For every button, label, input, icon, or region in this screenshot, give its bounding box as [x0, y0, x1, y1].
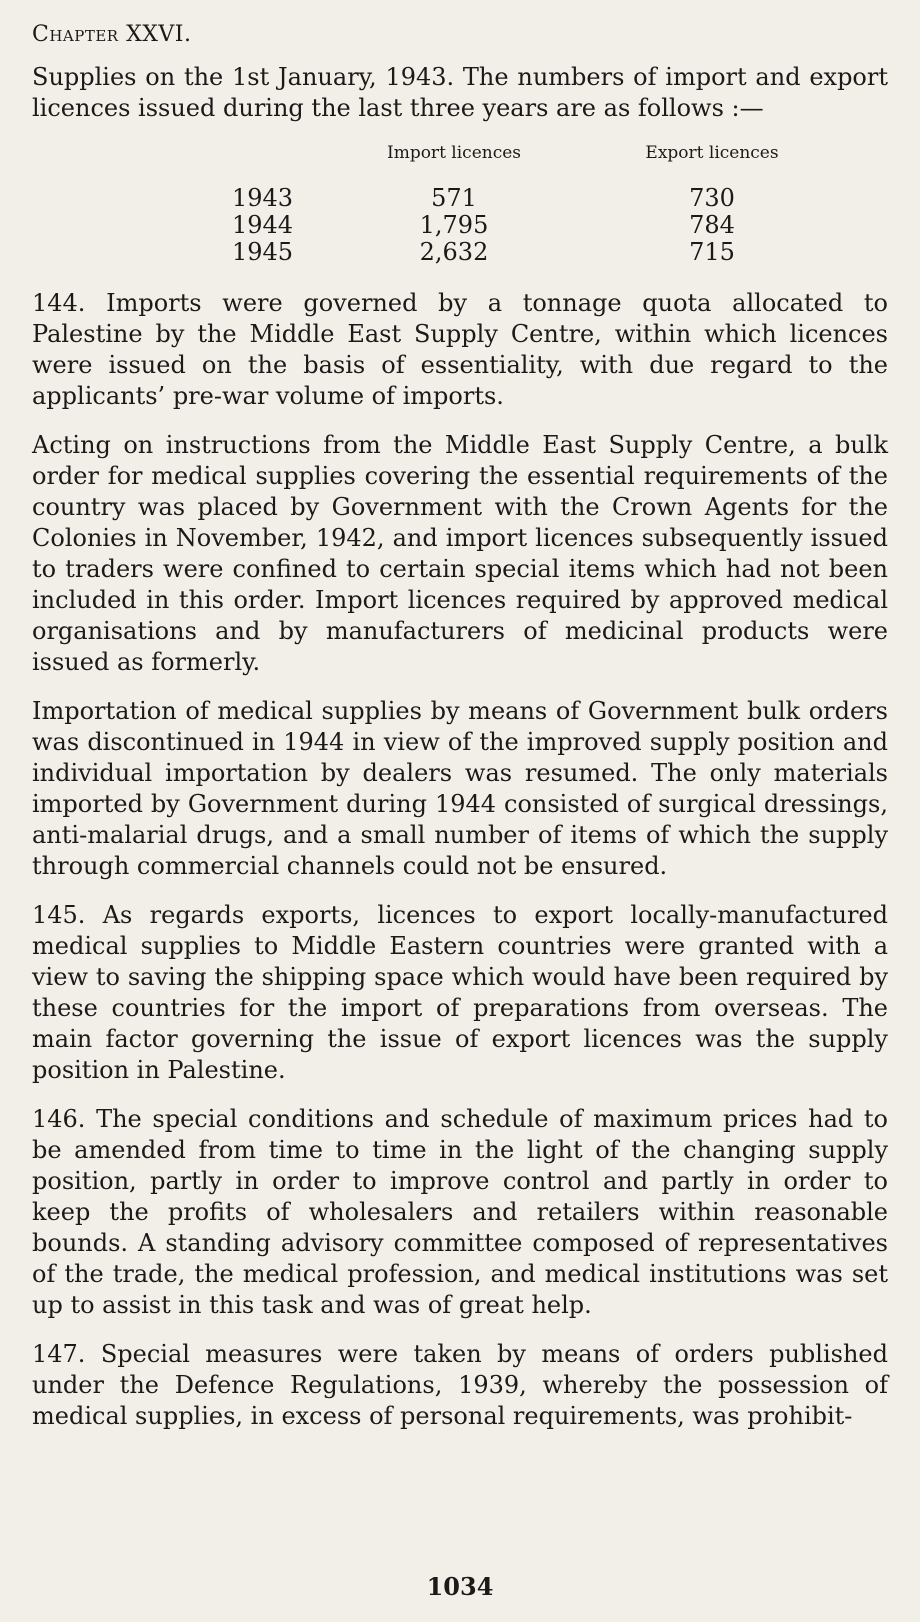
paragraph-147: 147. Special measures were taken by means of orders published under the Defence Regulations, 1939, whereby the possession of medical supplies, in excess of personal requirements, was prohibit-	[32, 1340, 888, 1431]
export-cell: 730	[689, 184, 735, 213]
year-cell: 1944	[232, 211, 294, 240]
intro-paragraph: Supplies on the 1st January, 1943. The numbers of import and export licences issued during the last three years are as follows :—	[32, 63, 888, 123]
paragraph-145: 145. As regards exports, licences to export locally-manufactured medical supplies to Middle Eastern countries were granted with a view to saving the shipping space which would have been required by these countries for the import of preparations from overseas. The main factor governing the issue of export licences was the supply position in Palestine.	[32, 901, 888, 1085]
export-licences-header: Export licences	[645, 143, 779, 164]
year-header	[232, 140, 316, 185]
table-row	[232, 239, 832, 266]
import-cell: 571	[431, 184, 477, 213]
import-cell: 1,795	[419, 211, 489, 240]
page-number: 1034	[426, 1572, 494, 1601]
paragraph-144: 144. Imports were governed by a tonnage quota allocated to Palestine by the Middle East Supply Centre, within which licences were issued on the basis of essentiality, with due regard to the applicants’ pre-war volume of imports.	[32, 289, 888, 411]
licences-table	[232, 140, 832, 266]
export-cell: 784	[689, 211, 735, 240]
export-cell: 715	[689, 238, 735, 267]
paragraph-crown-agents: Acting on instructions from the Middle East Supply Centre, a bulk order for medical supplies covering the essential requirements of the country was placed by Government with the Crown Agents for the Colonies in November, 1942, and import licences subsequently issued to traders were confined to certain special items which had not been included in this order. Import licences required by approved medical organisations and by manufacturers of medicinal products were issued as formerly.	[32, 431, 888, 677]
licences-table-wrapper	[32, 140, 888, 266]
paragraph-importation: Importation of medical supplies by means of Government bulk orders was discontinued in 1944 in view of the improved supply position and individual importation by dealers was resumed. The only materials imported by Government during 1944 consisted of surgical dressings, anti-malarial drugs, and a small number of items of which the supply through commercial channels could not be ensured.	[32, 697, 888, 881]
import-licences-header: Import licences	[386, 143, 522, 164]
table-row	[232, 212, 832, 239]
table-row	[232, 185, 832, 212]
import-cell: 2,632	[419, 238, 489, 267]
chapter-heading: Chapter XXVI.	[32, 22, 192, 47]
paragraph-146: 146. The special conditions and schedule of maximum prices had to be amended from time to time in the light of the changing supply position, partly in order to improve control and partly in order to keep the profits of wholesalers and retailers within reasonable bounds. A standing advisory committee composed of representatives of the trade, the medical profession, and medical institutions was set up to assist in this task and was of great help.	[32, 1105, 888, 1320]
year-cell: 1943	[232, 184, 294, 213]
year-cell: 1945	[232, 238, 294, 267]
licences-table-header-row	[232, 140, 832, 185]
